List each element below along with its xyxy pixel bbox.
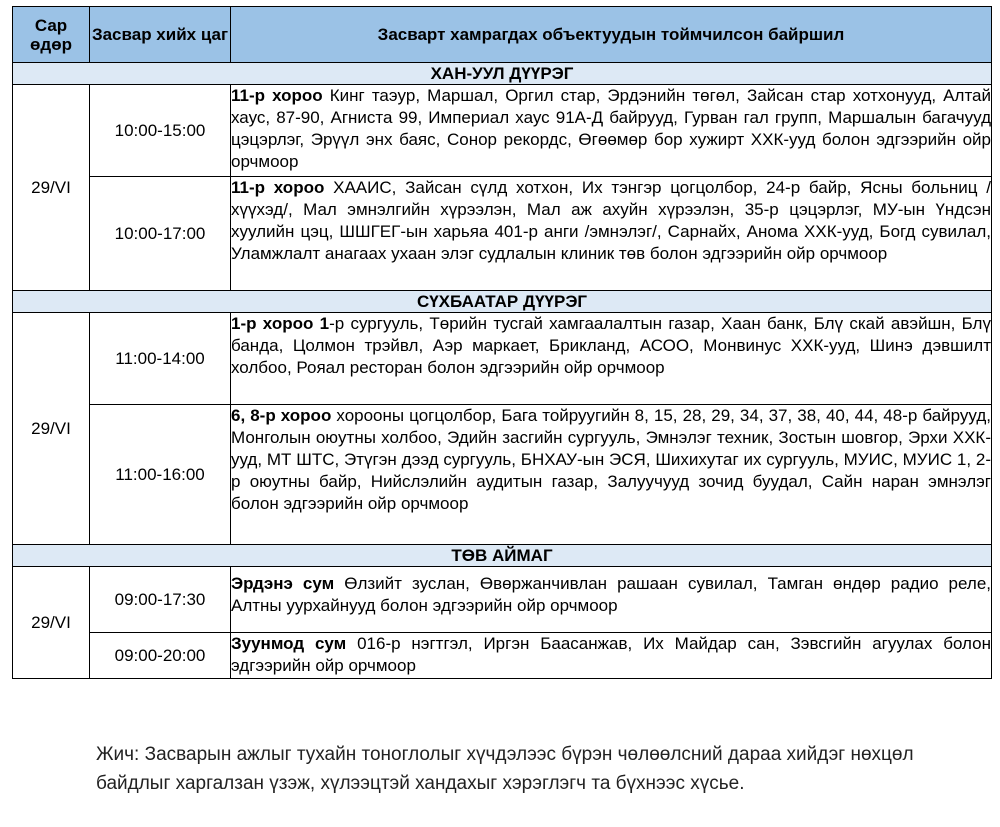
location-cell xyxy=(231,313,992,405)
header-location: Засварт хамрагдах объектуудын тоймчилсон байршил xyxy=(231,7,992,63)
location-cell xyxy=(231,633,992,679)
table-row xyxy=(13,567,992,633)
header-row xyxy=(13,7,992,63)
district-row xyxy=(13,63,992,85)
date-cell: 29/VI xyxy=(13,567,90,679)
khoroo-label: Зуунмод сум xyxy=(231,634,347,653)
table-row xyxy=(13,633,992,679)
khoroo-label: 1-р хороо 1 xyxy=(231,314,330,333)
location-cell xyxy=(231,567,992,633)
time-cell: 11:00-14:00 xyxy=(90,313,231,405)
table-row xyxy=(13,85,992,177)
footnote: Жич: Засварын ажлыг тухайн тоноглолыг хүчдэлээс бүрэн чөлөөлсний дараа хийдэг нөхцөл байдлыг харгалзан үзэж, хүлээцтэй хандахыг хэрэглэгч та бүхнээс хүсье. xyxy=(96,744,914,794)
date-cell: 29/VI xyxy=(13,313,90,545)
khoroo-label: Эрдэнэ сум xyxy=(231,574,335,593)
location-cell xyxy=(231,177,992,291)
time-cell: 09:00-20:00 xyxy=(90,633,231,679)
khoroo-label: 6, 8-р хороо xyxy=(231,406,332,425)
location-text: Кинг таэур, Маршал, Оргил стар, Эрдэнийн төгөл, Зайсан стар хотхонууд, Алтай хаус, 87-90, Агниста 99, Империал хаус 91А-Д байрууд, Гурван гал групп, Маршалын багачууд цэцэрлэг, Эрүүл энх баяс, Сонор рекордс, Өгөөмөр бор хужирт ХХК-ууд болон эдгээрийн ойр орчмоор xyxy=(231,86,991,171)
location-cell xyxy=(231,405,992,545)
district-title: ТӨВ АЙМАГ xyxy=(13,545,992,567)
table-row xyxy=(13,405,992,545)
location-text: -р сургууль, Төрийн тусгай хамгаалалтын газар, Хаан банк, Блү скай авэйшн, Блү банда, Цолмон трэйвл, Аэр маркает, Брикланд, АСОО, Монвинус ХХК-ууд, Шинэ дэвшилт холбоо, Рояал ресторан болон эдгээрийн ойр орчмоор xyxy=(231,314,991,377)
table-row xyxy=(13,313,992,405)
header-time: Засвар хийх цаг xyxy=(90,7,231,63)
outage-schedule-table xyxy=(12,6,992,679)
location-text: ХААИС, Зайсан сүлд хотхон, Их тэнгэр цогцолбор, 24-р байр, Ясны больниц /хүүхэд/, Мал эмнэлгийн хүрээлэн, Мал аж ахуйн хүрээлэн, 35-р цэцэрлэг, МУ-ын Үндсэн хуулийн цэц, ШШГЕГ-ын харьяа 401-р анги /эмнэлэг/, Сарнайх, Анома ХХК-ууд, Богд сувилал, Уламжлалт анагаах ухаан элэг судлалын клиник төв болон эдгээрийн ойр орчмоор xyxy=(231,178,992,263)
time-cell: 11:00-16:00 xyxy=(90,405,231,545)
time-cell: 10:00-15:00 xyxy=(90,85,231,177)
khoroo-label: 11-р хороо xyxy=(231,86,323,105)
location-cell xyxy=(231,85,992,177)
location-text: Өлзийт зуслан, Өвөржанчивлан рашаан сувилал, Тамган өндөр радио реле, Алтны уурхайнууд болон эдгээрийн ойр орчмоор xyxy=(231,574,991,615)
location-text: хорооны цогцолбор, Бага тойруугийн 8, 15, 28, 29, 34, 37, 38, 40, 44, 48-р байрууд, Монголын оюутны холбоо, Эдийн засгийн сургууль, Эмнэлэг техник, Зостын шовгор, Эрхи ХХК-ууд, МТ ШТС, Этүгэн дээд сургууль, БНХАУ-ын ЭСЯ, Шихихутаг их сургууль, МУИС, МУИС 1, 2-р оюутны байр, Нийслэлийн аудитын газар, Залуучууд зочид буудал, Сайн наран эмнэлэг болон эдгээрийн ойр орчмоор xyxy=(231,406,991,513)
table-row xyxy=(13,177,992,291)
district-row xyxy=(13,545,992,567)
location-text: 016-р нэгтгэл, Иргэн Баасанжав, Их Майдар сан, Зэвсгийн агуулах болон эдгээрийн ойр орчмоор xyxy=(231,634,991,675)
date-cell: 29/VI xyxy=(13,85,90,291)
khoroo-label: 11-р хороо xyxy=(231,178,325,197)
time-cell: 10:00-17:00 xyxy=(90,177,231,291)
time-cell: 09:00-17:30 xyxy=(90,567,231,633)
header-date: Сар өдөр xyxy=(13,7,90,63)
district-title: ХАН-УУЛ ДҮҮРЭГ xyxy=(13,63,992,85)
district-row xyxy=(13,291,992,313)
district-title: СҮХБААТАР ДҮҮРЭГ xyxy=(13,291,992,313)
